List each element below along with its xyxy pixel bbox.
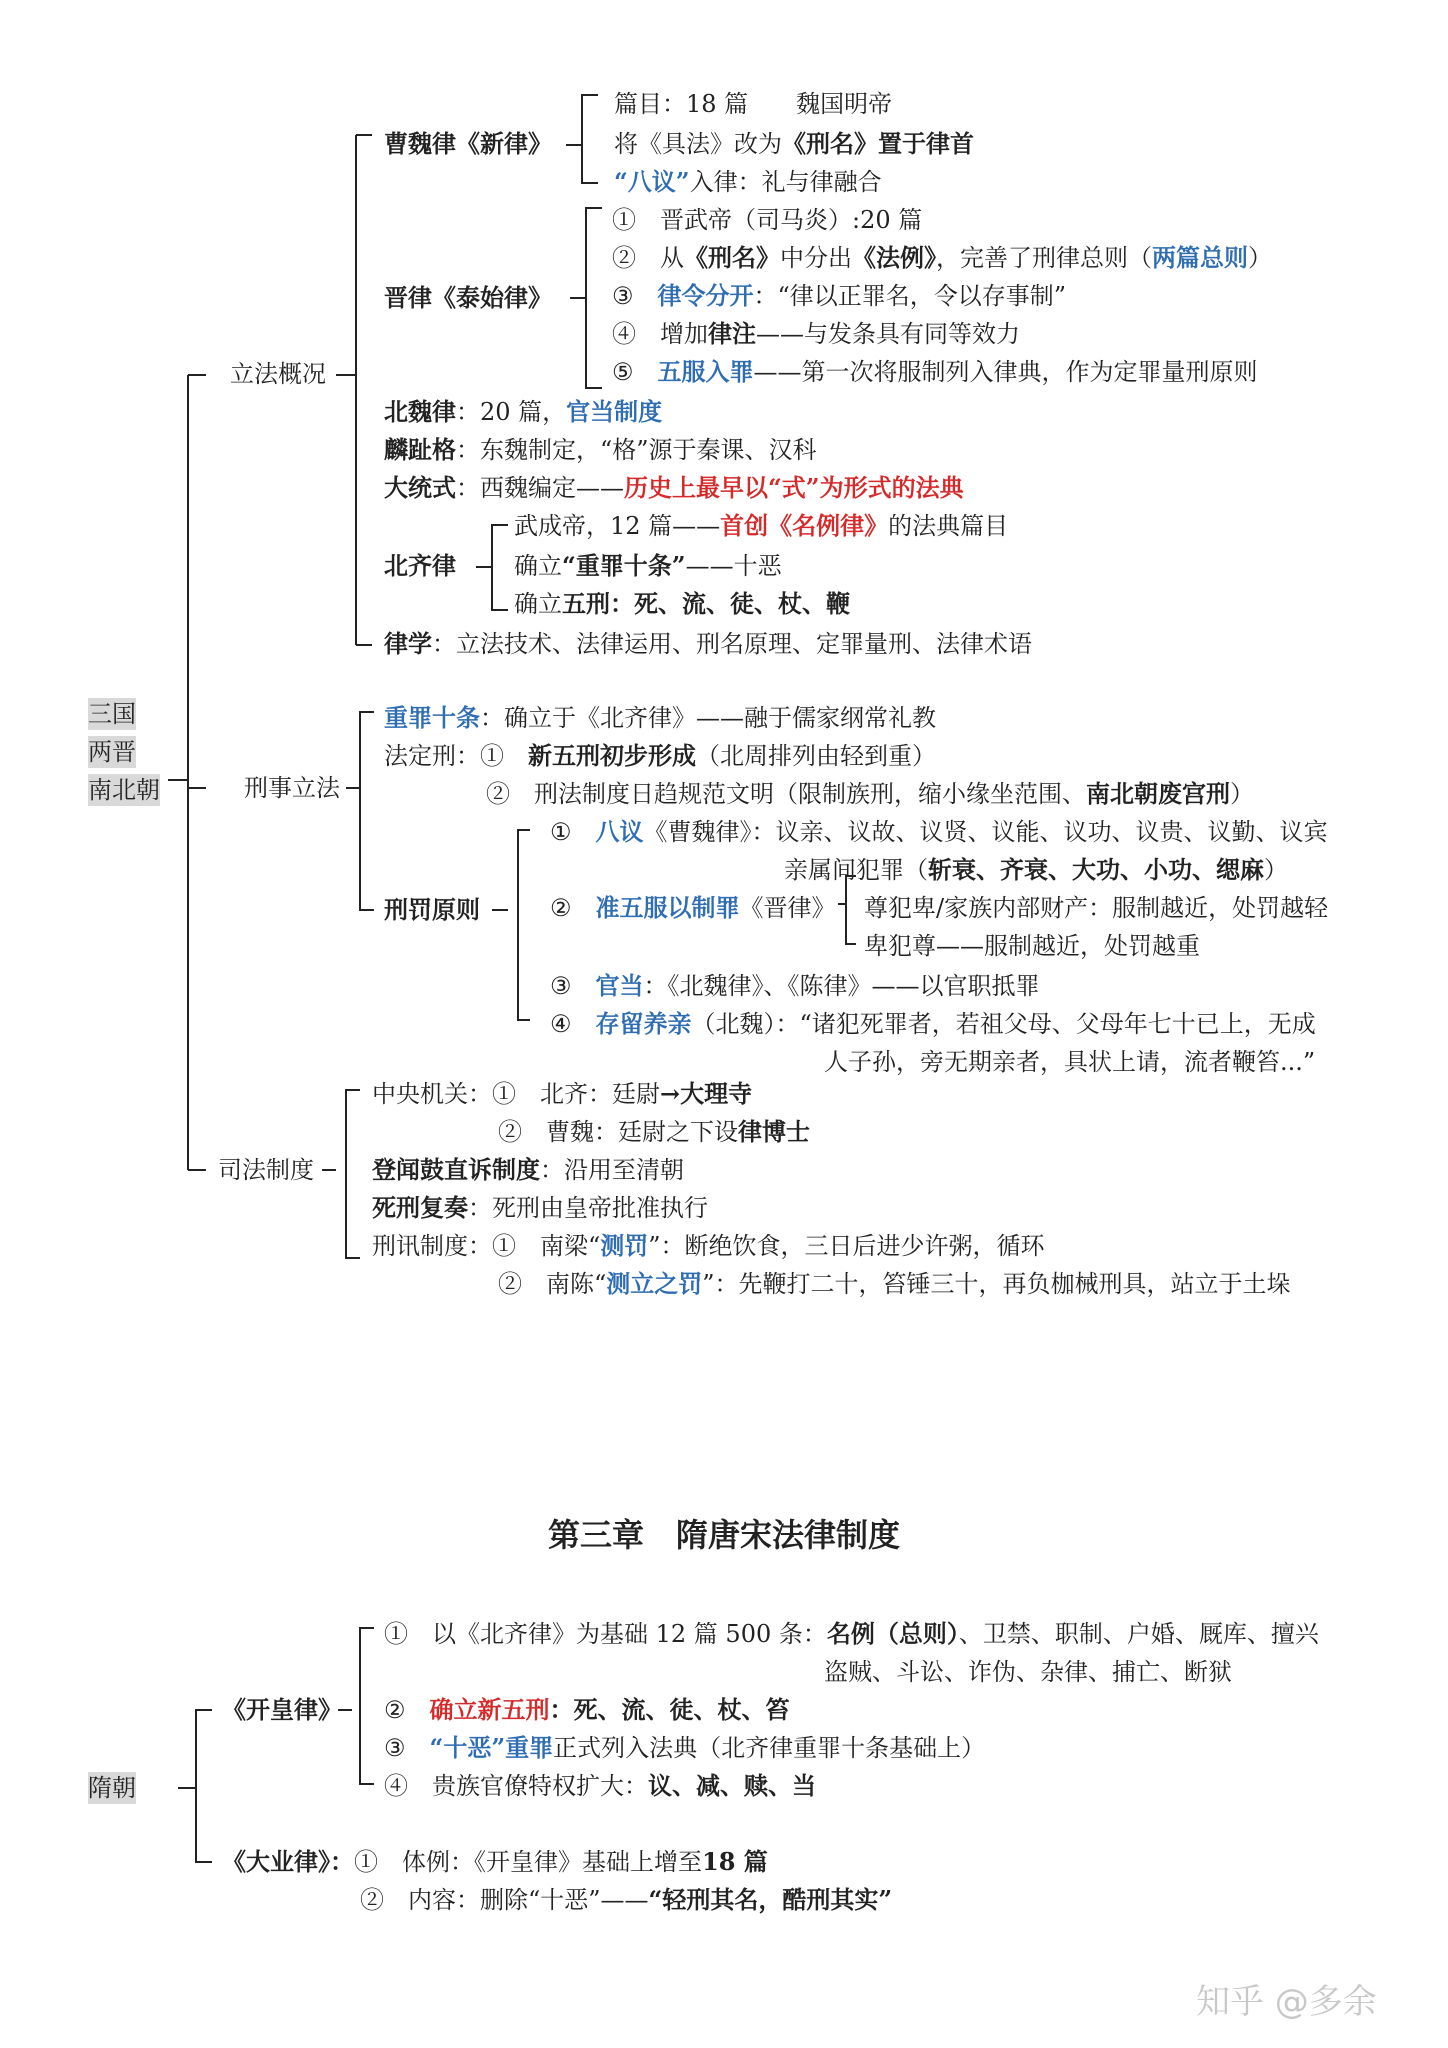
- principle-3: ③ 官当：《北魏律》、《陈律》——以官职抵罪: [550, 971, 1040, 1000]
- beiqi-item-3: 确立五刑：死、流、徒、杖、鞭: [514, 589, 850, 618]
- jin-item-2: ② 从《刑名》中分出《法例》，完善了刑律总则（两篇总则）: [612, 243, 1272, 272]
- jin-item-1: ① 晋武帝（司马炎）:20 篇: [612, 206, 923, 234]
- root-label-liangjin: 两晋: [88, 738, 136, 766]
- judicial-label: 司法制度: [218, 1156, 314, 1184]
- principle-2-sub-2: 卑犯尊——服制越近，处罚越重: [864, 932, 1200, 960]
- principle-1: ① 八议《曹魏律》：议亲、议故、议贤、议能、议功、议贵、议勤、议宾: [550, 817, 1328, 846]
- jin-item-3: ③ 律令分开：“律以正罪名，令以存事制”: [612, 281, 1067, 310]
- criminal-label: 刑事立法: [244, 774, 340, 802]
- principle-1-cont: 亲属间犯罪（斩衰、齐衰、大功、小功、缌麻）: [784, 855, 1288, 884]
- lvxue-line: 律学：立法技术、法律运用、刑名原理、定罪量刑、法律术语: [384, 629, 1032, 658]
- jin-item-5: ⑤ 五服入罪——第一次将服制列入律典，作为定罪量刑原则: [612, 357, 1258, 386]
- dengwen-line: 登闻鼓直诉制度：沿用至清朝: [372, 1155, 684, 1184]
- central-line-2: ② 曹魏：廷尉之下设律博士: [498, 1117, 810, 1146]
- principles-label: 刑罚原则: [384, 895, 480, 924]
- principle-4-cont: 人子孙，旁无期亲者，具状上请，流者鞭笞...”: [824, 1048, 1316, 1076]
- jin-item-4: ④ 增加律注——与发条具有同等效力: [612, 319, 1020, 348]
- kaihuang-label: 《开皇律》: [222, 1695, 342, 1724]
- linzhi-line: 麟趾格：东魏制定，“格”源于秦课、汉科: [384, 435, 817, 464]
- jin-label: 晋律《泰始律》: [384, 283, 552, 312]
- daye-line-2: ② 内容：删除“十恶”——“轻刑其名，酷刑其实”: [360, 1885, 893, 1914]
- beiwei-line: 北魏律：20 篇，官当制度: [384, 397, 663, 426]
- caowei-item-3: “八议”入律：礼与律融合: [614, 167, 882, 196]
- sixing-line: 死刑复奏：死刑由皇帝批准执行: [372, 1193, 708, 1222]
- kaihuang-item-1-cont: 盗贼、斗讼、诈伪、杂律、捕亡、断狱: [824, 1658, 1232, 1686]
- beiqi-label: 北齐律: [384, 551, 456, 580]
- fadingxing-line-1: 法定刑：① 新五刑初步形成（北周排列由轻到重）: [384, 741, 936, 770]
- principle-2: ② 准五服以制罪《晋律》: [550, 893, 836, 922]
- fadingxing-line-2: ② 刑法制度日趋规范文明（限制族刑，缩小缘坐范围、南北朝废宫刑）: [486, 779, 1254, 808]
- root-label-sanguo: 三国: [88, 700, 136, 728]
- kaihuang-item-4: ④ 贵族官僚特权扩大：议、减、赎、当: [384, 1771, 816, 1800]
- datong-line: 大统式：西魏编定——历史上最早以“式”为形式的法典: [384, 473, 964, 502]
- daye-line-1: 《大业律》：① 体例：《开皇律》基础上增至18 篇: [222, 1847, 768, 1876]
- principle-4: ④ 存留养亲（北魏）：“诸犯死罪者，若祖父母、父母年七十已上，无成: [550, 1009, 1316, 1038]
- caowei-label: 曹魏律《新律》: [384, 129, 552, 158]
- root-label-suichao: 隋朝: [88, 1774, 136, 1802]
- watermark: 知乎 @多余: [1196, 1982, 1377, 2022]
- kaihuang-item-2: ② 确立新五刑：死、流、徒、杖、笞: [384, 1695, 790, 1724]
- kaihuang-item-1: ① 以《北齐律》为基础 12 篇 500 条：名例（总则）、卫禁、职制、户婚、厩库、擅兴: [384, 1619, 1319, 1648]
- legislation-label: 立法概况: [230, 360, 326, 388]
- zhongzui-line: 重罪十条：确立于《北齐律》——融于儒家纲常礼教: [384, 703, 936, 732]
- caowei-item-1: 篇目：18 篇 魏国明帝: [614, 90, 893, 118]
- root-label-nanbeichao: 南北朝: [88, 776, 160, 804]
- kaihuang-item-3: ③ “十恶”重罪正式列入法典（北齐律重罪十条基础上）: [384, 1733, 986, 1762]
- caowei-item-2: 将《具法》改为《刑名》置于律首: [614, 129, 974, 158]
- principle-2-sub-1: 尊犯卑/家族内部财产：服制越近，处罚越轻: [864, 894, 1329, 922]
- beiqi-item-2: 确立“重罪十条”——十恶: [514, 551, 782, 580]
- beiqi-item-1: 武成帝，12 篇——首创《名例律》的法典篇目: [514, 511, 1009, 540]
- xingxun-line-1: 刑讯制度：① 南梁“测罚”：断绝饮食，三日后进少许粥，循环: [372, 1231, 1045, 1260]
- central-line-1: 中央机关：① 北齐：廷尉→大理寺: [372, 1079, 753, 1108]
- chapter-title: 第三章 隋唐宋法律制度: [547, 1516, 900, 1554]
- xingxun-line-2: ② 南陈“测立之罚”：先鞭打二十，笞锤三十，再负枷械刑具，站立于土垛: [498, 1269, 1291, 1298]
